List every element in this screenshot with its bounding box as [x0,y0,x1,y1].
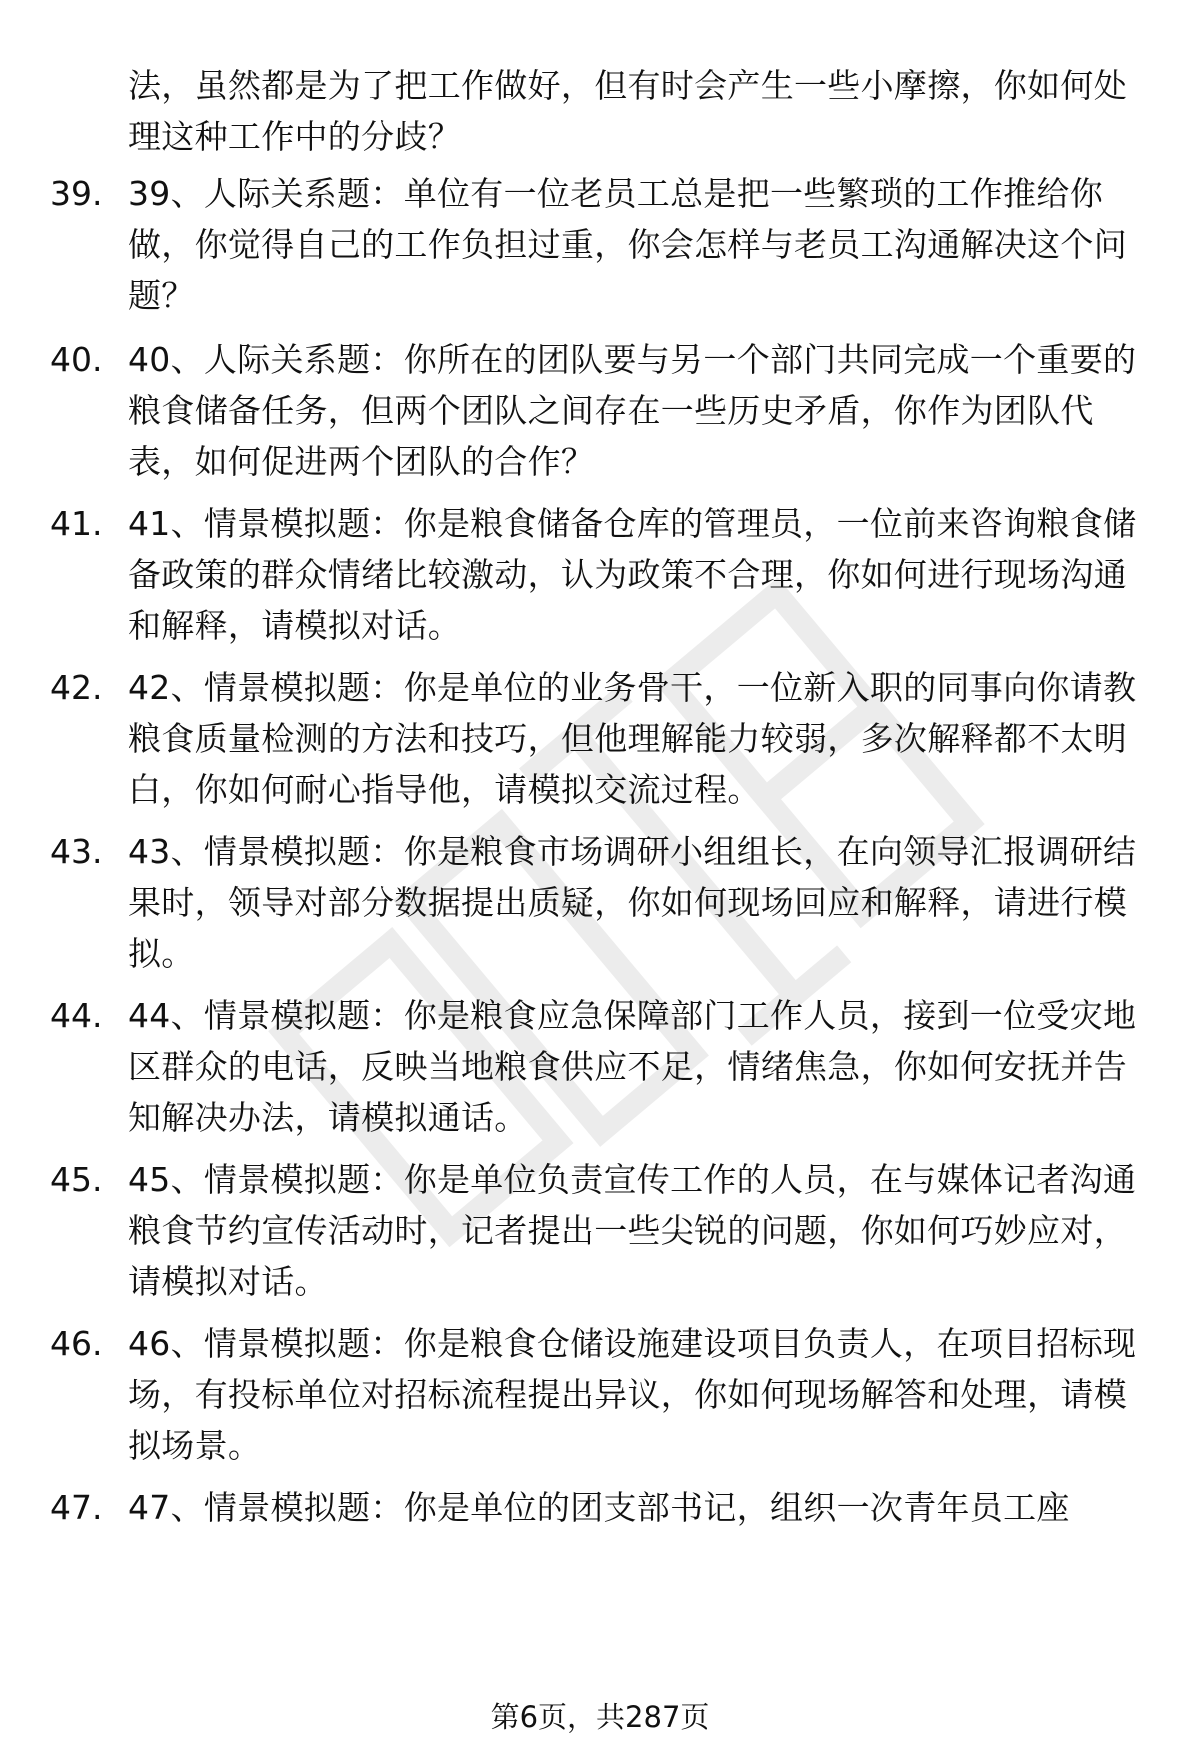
item-text: 45、情景模拟题：你是单位负责宣传工作的人员，在与媒体记者沟通粮食节约宣传活动时，记者提出一些尖锐的问题，你如何巧妙应对，请模拟对话。 [128,1160,1137,1301]
item-number: 41. [50,504,103,543]
item-text: 42、情景模拟题：你是单位的业务骨干，一位新入职的同事向你请教粮食质量检测的方法和技巧，但他理解能力较弱，多次解释都不太明白，你如何耐心指导他，请模拟交流过程。 [128,668,1137,809]
item-text: 40、人际关系题：你所在的团队要与另一个部门共同完成一个重要的粮食储备任务，但两个团队之间存在一些历史矛盾，你作为团队代表，如何促进两个团队的合作？ [128,340,1137,481]
item-text: 44、情景模拟题：你是粮食应急保障部门工作人员，接到一位受灾地区群众的电话，反映当地粮食供应不足，情绪焦急，你如何安抚并告知解决办法，请模拟通话。 [128,996,1137,1137]
page-footer: 第6页，共287页 [490,1700,710,1734]
item-number: 47. [50,1488,103,1527]
item-number: 43. [50,832,103,871]
item-number: 45. [50,1160,103,1199]
item-number: 40. [50,340,103,379]
item-number: 42. [50,668,103,707]
item-text: 47、情景模拟题：你是单位的团支部书记，组织一次青年员工座 [128,1488,1070,1527]
continuation-paragraph: 法，虽然都是为了把工作做好，但有时会产生一些小摩擦，你如何处理这种工作中的分歧？ [128,66,1127,156]
item-text: 41、情景模拟题：你是粮食储备仓库的管理员，一位前来咨询粮食储备政策的群众情绪比较激动，认为政策不合理，你如何进行现场沟通和解释，请模拟对话。 [128,504,1137,645]
item-text: 43、情景模拟题：你是粮食市场调研小组组长，在向领导汇报调研结果时，领导对部分数据提出质疑，你如何现场回应和解释，请进行模拟。 [128,832,1137,973]
item-number: 39. [50,174,103,213]
item-text: 39、人际关系题：单位有一位老员工总是把一些繁琐的工作推给你做，你觉得自己的工作负担过重，你会怎样与老员工沟通解决这个问题？ [128,174,1127,315]
item-number: 46. [50,1324,103,1363]
item-number: 44. [50,996,103,1035]
item-text: 46、情景模拟题：你是粮食仓储设施建设项目负责人，在项目招标现场，有投标单位对招标流程提出异议，你如何现场解答和处理，请模拟场景。 [128,1324,1137,1465]
